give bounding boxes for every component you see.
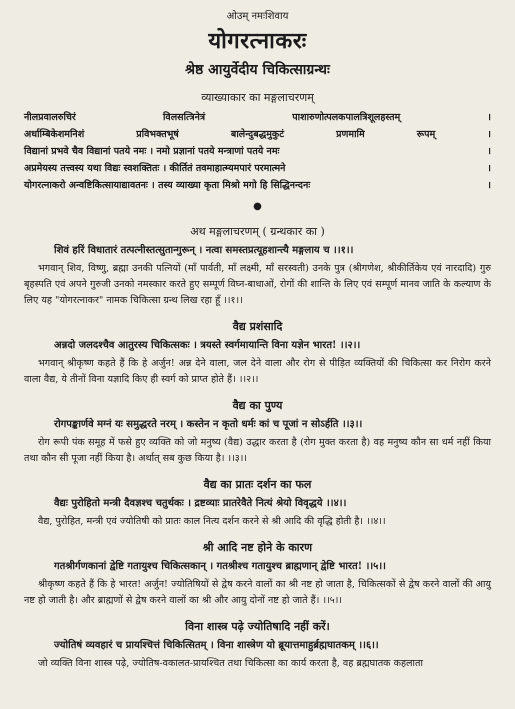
- shloka: रोगपङ्कार्णवे मग्नं यः समुद्धरते नरम् । कस्तेन न कृतो धर्मः कां च पूजां न सोऽर्हति ।।३।।: [54, 419, 363, 430]
- shloka: ज्योतिषं व्यवहारं च प्रायश्चित्तं चिकित्सितम् । विना शास्त्रेण यो ब्रूयात्तमाहुर्ब्रह्मघातकम् ।।६।।: [54, 640, 379, 651]
- commentator-heading: व्याख्याकार का मङ्गलाचरणम्: [201, 91, 314, 104]
- bullet-divider: ●: [253, 201, 262, 212]
- book-subtitle: श्रेष्ठ आयुर्वेदीय चिकित्साग्रन्थः: [185, 62, 330, 78]
- explanation: भगवान् श्रीकृष्ण कहते हैं कि हे अर्जुन! अन्न देने वाला, जल देने वाला और रोग से पीड़ित व्यक्तियों की चिकित्सा कर निरोग करने वाला वैद्य, ये तीनों विना यज्ञादि किए ही स्वर्ग को प्राप्त होते हैं। ।।२।।: [24, 358, 491, 385]
- explanation: वैद्य, पुरोहित, मन्त्री एवं ज्योतिषी को प्रातः काल नित्य दर्शन करने से श्री आदि की वृद्धि होती है। ।।४।।: [38, 516, 386, 527]
- section: [24, 398, 491, 467]
- shloka: गतश्रीर्गणकानां द्वेष्टि गतायुश्च चिकित्सकान् । गतश्रीश्च गतायुश्च ब्राह्मणान् द्वेष्टि भारत! ।।५।।: [54, 561, 386, 572]
- section-heading: अथ मङ्गलाचरणम् ( ग्रन्थकार का ): [190, 225, 325, 238]
- commentator-verses: [24, 109, 491, 194]
- section: [24, 224, 491, 309]
- shloka: वैद्यः पुरोहितो मन्त्री दैवज्ञश्च चतुर्थकः । द्रष्टव्याः प्रातरेवैते नित्यं श्रेयो विवृद्धये ।।४।।: [54, 498, 347, 509]
- section-heading: श्री आदि नष्ट होने के कारण: [202, 541, 313, 554]
- section: [24, 619, 491, 672]
- verse-line: अर्धाम्बिकेशमनिशं प्रविभक्तभूषं बालेन्दुबद्धमुकुटं प्रणमामि रूपम् ।: [24, 129, 491, 140]
- explanation: रोग रूपी पंक समूह में फसे हुए व्यक्ति को जो मनुष्य (वैद्य) उद्धार करता है (रोग मुक्त करता है) वह मनुष्य कौन सा धर्म नहीं किया तथा कौन सी पूजा नहीं किया है। अर्थात् सब कुछ किया है। ।।३।।: [24, 437, 491, 464]
- verse-line: अप्रमेयस्य तत्त्वस्य यथा विद्यः स्वशक्तितः । कीर्तितं तवमाहात्म्यमपारं परमात्मने ।: [24, 163, 491, 174]
- verse-line: नीलप्रवालरुचिरं विलसत्त्रिनेत्रं पाशारुणोत्पलकपालत्रिशूलहस्तम् ।: [24, 112, 491, 123]
- explanation: श्रीकृष्ण कहते हैं कि हे भारत! अर्जुन! ज्योतिषियों से द्वेष करने वालों का श्री नष्ट हो जाता है, चिकित्सकों से द्वेष करने वालों की आयु नष्ट हो जाती है। और ब्राह्मणों से द्वेष करने वालों का श्री और आयु दोनों नष्ट हो जाते हैं। ।।५।।: [24, 579, 491, 606]
- shloka: शिवं हरिं विधातारं तत्पत्नीस्तत्सुतान्गुरून् । नत्वा समस्तप्रत्यूहशान्त्यै मङ्गलाय च ।।१।।: [54, 245, 354, 256]
- section-heading: वैद्य प्रशंसादि: [232, 320, 283, 333]
- section-heading: विना शास्त्र पढ़े ज्योतिषादि नहीं करें।: [185, 620, 330, 633]
- explanation: जो व्यक्ति विना शास्त्र पढ़े, ज्योतिष-वकालत-प्रायश्चित तथा चिकित्सा का कार्य करता है, वह ब्रह्मघातक कहलाता: [38, 658, 423, 669]
- shloka: अन्नदो जलदश्चैव आतुरस्य चिकित्सकः । त्रयस्ते स्वर्गमायान्ति विना यज्ञेन भारत! ।।२।।: [54, 340, 361, 351]
- book-title: योगरत्नाकरः: [208, 28, 307, 54]
- section-heading: वैद्य का पुण्य: [232, 399, 283, 412]
- verse-line: विद्यानां प्रभवे चैव विद्यानां पतये नमः । नमो प्रज्ञानां पतये मन्त्राणां पतये नमः ।: [24, 146, 491, 157]
- section: [24, 319, 491, 388]
- invocation: ओउम् नमःशिवाय: [226, 11, 289, 22]
- explanation: भगवान् शिव, विष्णु, ब्रह्मा उनकी पत्नियों (माँ पार्वती, माँ लक्ष्मी, माँ सरस्वती) उनके पुत्र (श्रीगणेश, श्रीकीर्तिकेय एवं नारदादि) गुरु बृहस्पति एवं अपने गुरुजी उनको नमस्कार करते हुए सम्पूर्ण विघ्न-बाधाओं, रोगों की शान्ति के लिए एवं सम्पूर्ण मानव जाति के कल्याण के लिए यह "योगरत्नाकर" नामक चिकित्सा ग्रन्थ लिख रहा हूँ ।।१।।: [24, 263, 491, 306]
- section: [24, 477, 491, 530]
- section-heading: वैद्य का प्रातः दर्शन का फल: [203, 478, 312, 491]
- section: [24, 540, 491, 609]
- verse-line: योगरत्नाकरो अन्वष्टिकित्सायाद्यावतनः । तस्य व्याख्या कृता मिश्रो मगो हि सिद्धिनन्दनः ।: [24, 180, 491, 191]
